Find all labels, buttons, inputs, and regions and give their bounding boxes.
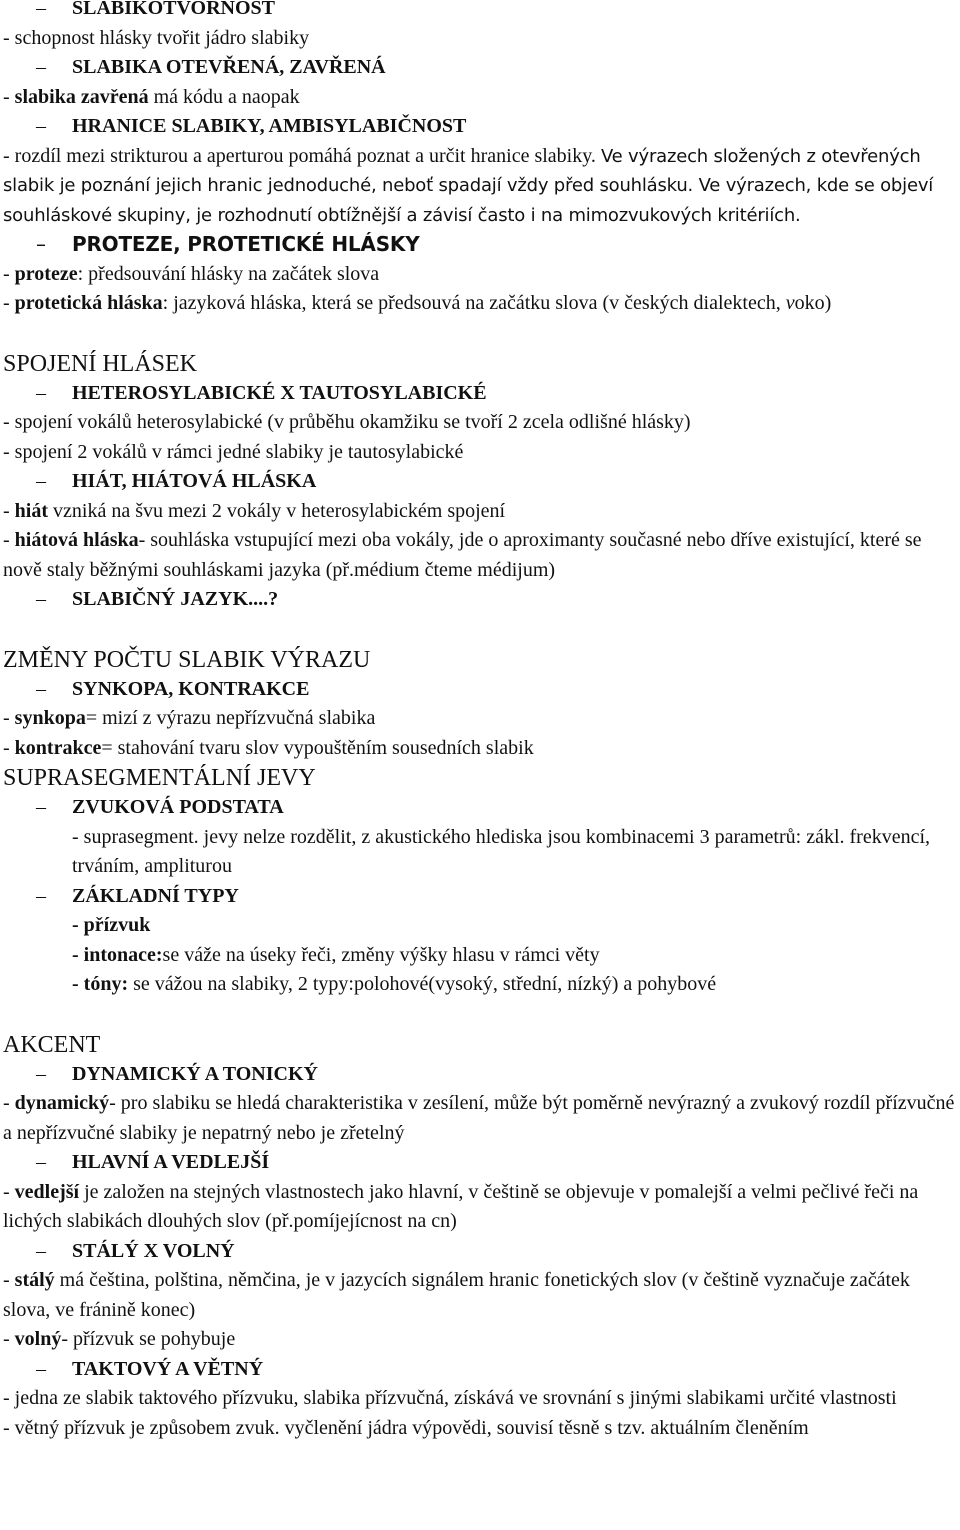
heading-hiat: – HIÁT, HIÁTOVÁ HLÁSKA — [3, 467, 958, 497]
text-kontrakce: - kontrakce= stahování tvaru slov vypouštěním sousedních slabik — [3, 736, 534, 759]
section-title-suprasegmentalni: SUPRASEGMENTÁLNÍ JEVY — [3, 765, 316, 791]
heading-dynamicky: – DYNAMICKÝ A TONICKÝ — [3, 1060, 958, 1090]
text-slabikotvornost: - schopnost hlásky tvořit jádro slabiky — [3, 26, 310, 49]
text-hiatova-hlaska: - hiátová hláska- souhláska vstupující mezi oba vokály, jde o aproximanty současné nebo dříve existující, které se nově staly běžnými souhláskami jazyka (př.médium čteme médijum) — [3, 529, 922, 581]
term-proteticka-hlaska: protetická hláska — [14, 292, 163, 314]
term-volny: volný — [14, 1328, 62, 1350]
paragraph-hranice-slabiky: - rozdíl mezi strikturou a aperturou pomáhá poznat a určit hranice slabiky. Ve výrazech složených z otevřených slabik je poznání jejich hranic jednoduché, neboť spadají vždy před souhlásku. Ve výrazech, kde se objeví souhláskové skupiny, je rozhodnutí obtížnější a závisí často i na mimozvukových kritériích. — [3, 144, 934, 226]
term-intonace: - intonace: — [72, 943, 163, 966]
text-zvukova-podstata: - suprasegment. jevy nelze rozdělit, z akustického hlediska jsou kombinacemi 3 parametrů: zákl. frekvencí, trváním, ampliturou — [72, 825, 931, 877]
heading-slabika-otevrena: – SLABIKA OTEVŘENÁ, ZAVŘENÁ — [3, 53, 958, 83]
text-slabika-zavrena: - slabika zavřená má kódu a naopak — [3, 85, 300, 108]
term-slabika-zavrena: slabika zavřená — [14, 85, 149, 108]
text-proteze: - proteze: předsouvání hlásky na začátek slova — [3, 262, 380, 285]
heading-proteze: – PROTEZE, PROTETICKÉ HLÁSKY — [3, 230, 958, 260]
term-hiatova-hlaska: hiátová hláska — [14, 529, 139, 551]
heading-synkopa: – SYNKOPA, KONTRAKCE — [3, 675, 958, 705]
section-title-akcent: AKCENT — [3, 1031, 101, 1058]
text-tony: - tóny: se vážou na slabiky, 2 typy:polohové(vysoký, střední, nízký) a pohybové — [72, 973, 717, 995]
text-proteticka-hlaska: - protetická hláska: jazyková hláska, která se předsouvá na začátku slova (v českých dialektech, voko) — [3, 292, 832, 314]
heading-zakladni-typy: – ZÁKLADNÍ TYPY — [3, 882, 958, 912]
section-title-spojeni-hlasek: SPOJENÍ HLÁSEK — [3, 350, 198, 377]
term-vedlejsi: vedlejší — [14, 1180, 80, 1203]
text-intonace: - intonace:se váže na úseky řeči, změny výšky hlasu v rámci věty — [72, 943, 600, 966]
text-tautosylabicke: - spojení 2 vokálů v rámci jedné slabiky je tautosylabické — [3, 440, 464, 463]
term-hiat: hiát — [14, 499, 49, 522]
term-dynamicky: dynamický — [14, 1092, 110, 1114]
text-hiat: - hiát vzniká na švu mezi 2 vokály v heterosylabickém spojení — [3, 499, 506, 522]
term-kontrakce: kontrakce — [14, 736, 102, 759]
text-heterosylabicke: - spojení vokálů heterosylabické (v průběhu okamžiku se tvoří 2 zcela odlišné hlásky) — [3, 411, 691, 433]
text-synkopa: - synkopa= mizí z výrazu nepřízvučná slabika — [3, 707, 376, 729]
heading-slabicny-jazyk: – SLABIČNÝ JAZYK....? — [3, 585, 958, 615]
term-staly: stálý — [14, 1269, 55, 1291]
term-synkopa: synkopa — [14, 707, 86, 729]
text-staly: - stálý má čeština, polština, němčina, je v jazycích signálem hranic fonetických slov (v češtině vyznačuje začátek slova, ve fránině konec) — [3, 1269, 910, 1321]
heading-zvukova-podstata: – ZVUKOVÁ PODSTATA — [3, 793, 958, 823]
text-taktovy: - jedna ze slabik taktového přízvuku, slabika přízvučná, získává ve srovnání s jinými slabikami určité vlastnosti — [3, 1387, 897, 1409]
term-proteze: proteze — [14, 262, 78, 285]
document-page — [3, 0, 958, 1443]
text-volny: - volný- přízvuk se pohybuje — [3, 1328, 236, 1350]
heading-hlavni-vedlejsi: – HLAVNÍ A VEDLEJŠÍ — [3, 1148, 958, 1178]
term-tony: - tóny: — [72, 973, 129, 995]
heading-hranice-slabiky: – HRANICE SLABIKY, AMBISYLABIČNOST — [3, 112, 958, 142]
text-vedlejsi: - vedlejší je založen na stejných vlastnostech jako hlavní, v češtině se objevuje v pomalejší a velmi pečlivé řeči na lichých slabikách dlouhých slov (př.pomíjejícnost na cn) — [3, 1180, 919, 1232]
section-title-zmeny-poctu: ZMĚNY POČTU SLABIK VÝRAZU — [3, 646, 371, 673]
text-dynamicky: - dynamický- pro slabiku se hledá charakteristika v zesílení, může být poměrně nevýrazný a zvukový rozdíl přízvučné a nepřízvučné slabiky je nepatrný nebo je zřetelný — [3, 1092, 955, 1144]
text-vetny: - větný přízvuk je způsobem zvuk. vyčlenění jádra výpovědi, souvisí těsně s tzv. aktuálním členěním — [3, 1416, 809, 1439]
heading-slabikotvornost: – SLABIKOTVORNOST — [3, 0, 958, 24]
heading-staly-volny: – STÁLÝ X VOLNÝ — [3, 1237, 958, 1267]
heading-taktovy-vetny: – TAKTOVÝ A VĚTNÝ — [3, 1355, 958, 1385]
heading-heterosylabicke: – HETEROSYLABICKÉ X TAUTOSYLABICKÉ — [3, 379, 958, 409]
text-prizvuk: - přízvuk — [72, 914, 151, 936]
